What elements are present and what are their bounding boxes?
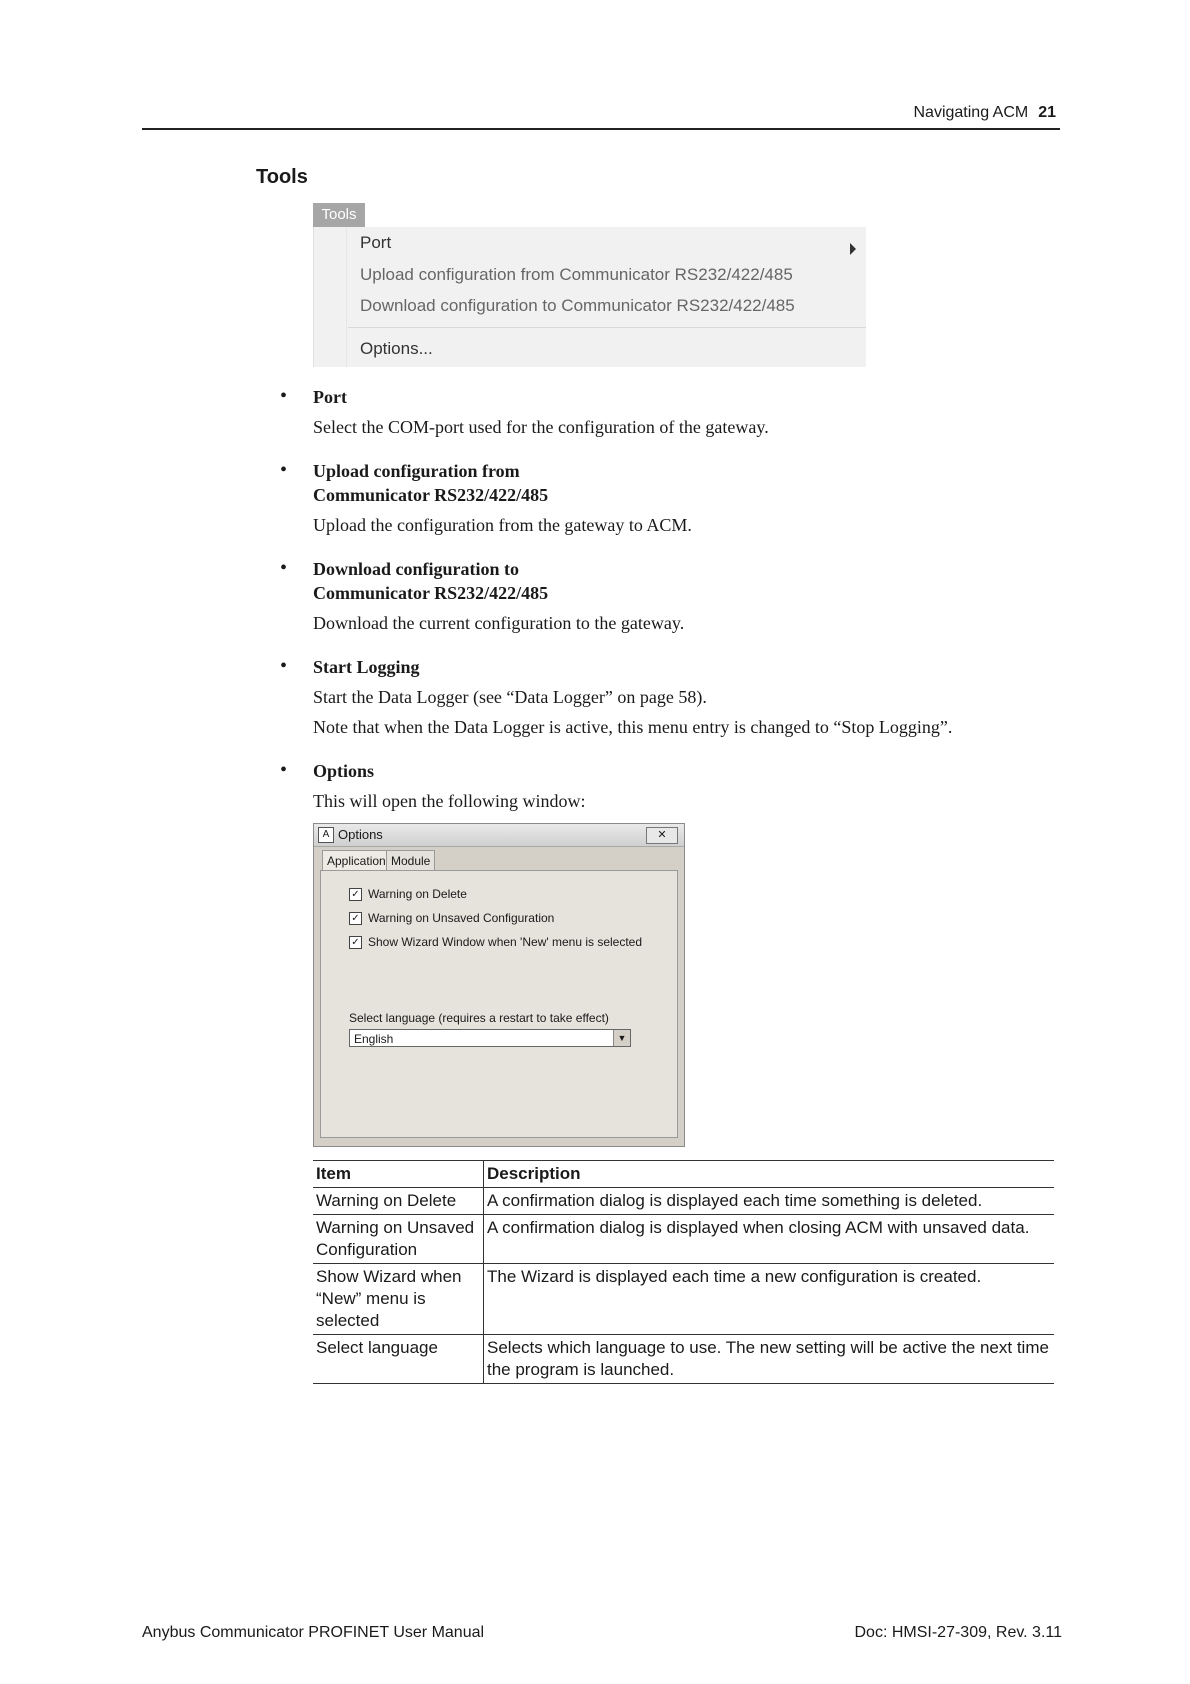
- options-table: [313, 1160, 1054, 1384]
- bullet-title-download-2: Communicator RS232/422/485: [313, 583, 549, 603]
- table-cell-description: A confirmation dialog is displayed when closing ACM with unsaved data.: [484, 1215, 1055, 1264]
- bullet-title-options: Options: [313, 761, 375, 781]
- checkbox-label: Warning on Unsaved Configuration: [368, 911, 555, 925]
- app-icon: A: [318, 827, 334, 843]
- menu-item-port-label: Port: [360, 233, 392, 252]
- bullet-title-upload-1: Upload configuration from: [313, 461, 520, 481]
- table-header-item: Item: [313, 1161, 484, 1188]
- table-row: [313, 1188, 1054, 1215]
- table-row: [313, 1264, 1054, 1335]
- table-header-row: [313, 1161, 1054, 1188]
- dropdown-arrow-icon[interactable]: ▼: [613, 1030, 630, 1046]
- menu-item-options[interactable]: Options...: [360, 339, 433, 358]
- tab-panel-application: [320, 870, 678, 1138]
- table-cell-description: The Wizard is displayed each time a new configuration is created.: [484, 1264, 1055, 1335]
- table-row: [313, 1335, 1054, 1384]
- checkbox-checked-icon[interactable]: ✓: [349, 912, 362, 925]
- bullet-text-port: Select the COM-port used for the configuration of the gateway.: [313, 417, 769, 437]
- options-dialog: [313, 823, 685, 1147]
- menu-item-port[interactable]: [360, 233, 866, 253]
- section-title: Tools: [256, 166, 308, 188]
- bullet-marker: •: [280, 655, 288, 677]
- checkbox-warning-on-unsaved[interactable]: [349, 911, 554, 925]
- bullet-title-port: Port: [313, 387, 347, 407]
- table-cell-item: Select language: [313, 1335, 484, 1384]
- footer-doc-title: Anybus Communicator PROFINET User Manual: [142, 1624, 485, 1641]
- tab-application[interactable]: Application: [322, 850, 391, 871]
- checkbox-show-wizard[interactable]: [349, 935, 642, 949]
- checkbox-checked-icon[interactable]: ✓: [349, 888, 362, 901]
- bullet-title-upload-2: Communicator RS232/422/485: [313, 485, 549, 505]
- table-row: [313, 1215, 1054, 1264]
- table-cell-item: Show Wizard when “New” menu is selected: [313, 1264, 484, 1335]
- page-header: [142, 100, 1060, 130]
- table-cell-description: Selects which language to use. The new setting will be active the next time the program is launched.: [484, 1335, 1055, 1384]
- page-number: 21: [1038, 104, 1056, 121]
- dialog-title-bar: [314, 824, 684, 847]
- submenu-arrow-icon: [850, 243, 856, 255]
- bullet-marker: •: [280, 759, 288, 781]
- tools-menu-tab[interactable]: Tools: [313, 203, 365, 227]
- table-header-description: Description: [484, 1161, 1055, 1188]
- checkbox-label: Show Wizard Window when 'New' menu is selected: [368, 935, 643, 949]
- table-cell-item: Warning on Delete: [313, 1188, 484, 1215]
- bullet-text-start-logging-2: Note that when the Data Logger is active, this menu entry is changed to “Stop Logging”.: [313, 717, 953, 737]
- checkbox-checked-icon[interactable]: ✓: [349, 936, 362, 949]
- checkbox-warning-on-delete[interactable]: [349, 887, 467, 901]
- bullet-title-start-logging: Start Logging: [313, 657, 420, 677]
- menu-separator: [348, 327, 866, 328]
- menu-icon-gutter: [314, 227, 347, 367]
- bullet-text-upload: Upload the configuration from the gateway to ACM.: [313, 515, 692, 535]
- header-section: Navigating ACM: [913, 104, 1029, 121]
- language-select[interactable]: [349, 1029, 631, 1047]
- footer-doc-id: Doc: HMSI-27-309, Rev. 3.11: [854, 1624, 1062, 1641]
- dialog-title: Options: [338, 827, 383, 842]
- bullet-text-start-logging-1: Start the Data Logger (see “Data Logger” on page 58).: [313, 687, 707, 707]
- language-label: Select language (requires a restart to take effect): [349, 1011, 609, 1025]
- bullet-text-download: Download the current configuration to the gateway.: [313, 613, 685, 633]
- menu-item-upload[interactable]: Upload configuration from Communicator RS232/422/485: [360, 265, 793, 284]
- tools-dropdown-menu: [313, 227, 866, 367]
- bullet-title-download-1: Download configuration to: [313, 559, 520, 579]
- menu-item-download[interactable]: Download configuration to Communicator RS232/422/485: [360, 296, 795, 315]
- running-header: [913, 104, 1056, 122]
- bullet-marker: •: [280, 385, 288, 407]
- table-cell-description: A confirmation dialog is displayed each time something is deleted.: [484, 1188, 1055, 1215]
- bullet-marker: •: [280, 459, 288, 481]
- checkbox-label: Warning on Delete: [368, 887, 467, 901]
- bullet-marker: •: [280, 557, 288, 579]
- close-button[interactable]: ✕: [646, 827, 678, 844]
- tab-module[interactable]: Module: [386, 850, 435, 871]
- language-value: English: [354, 1032, 394, 1046]
- table-cell-item: Warning on Unsaved Configuration: [313, 1215, 484, 1264]
- tools-menu-screenshot: [313, 203, 865, 363]
- bullet-text-options: This will open the following window:: [313, 791, 586, 811]
